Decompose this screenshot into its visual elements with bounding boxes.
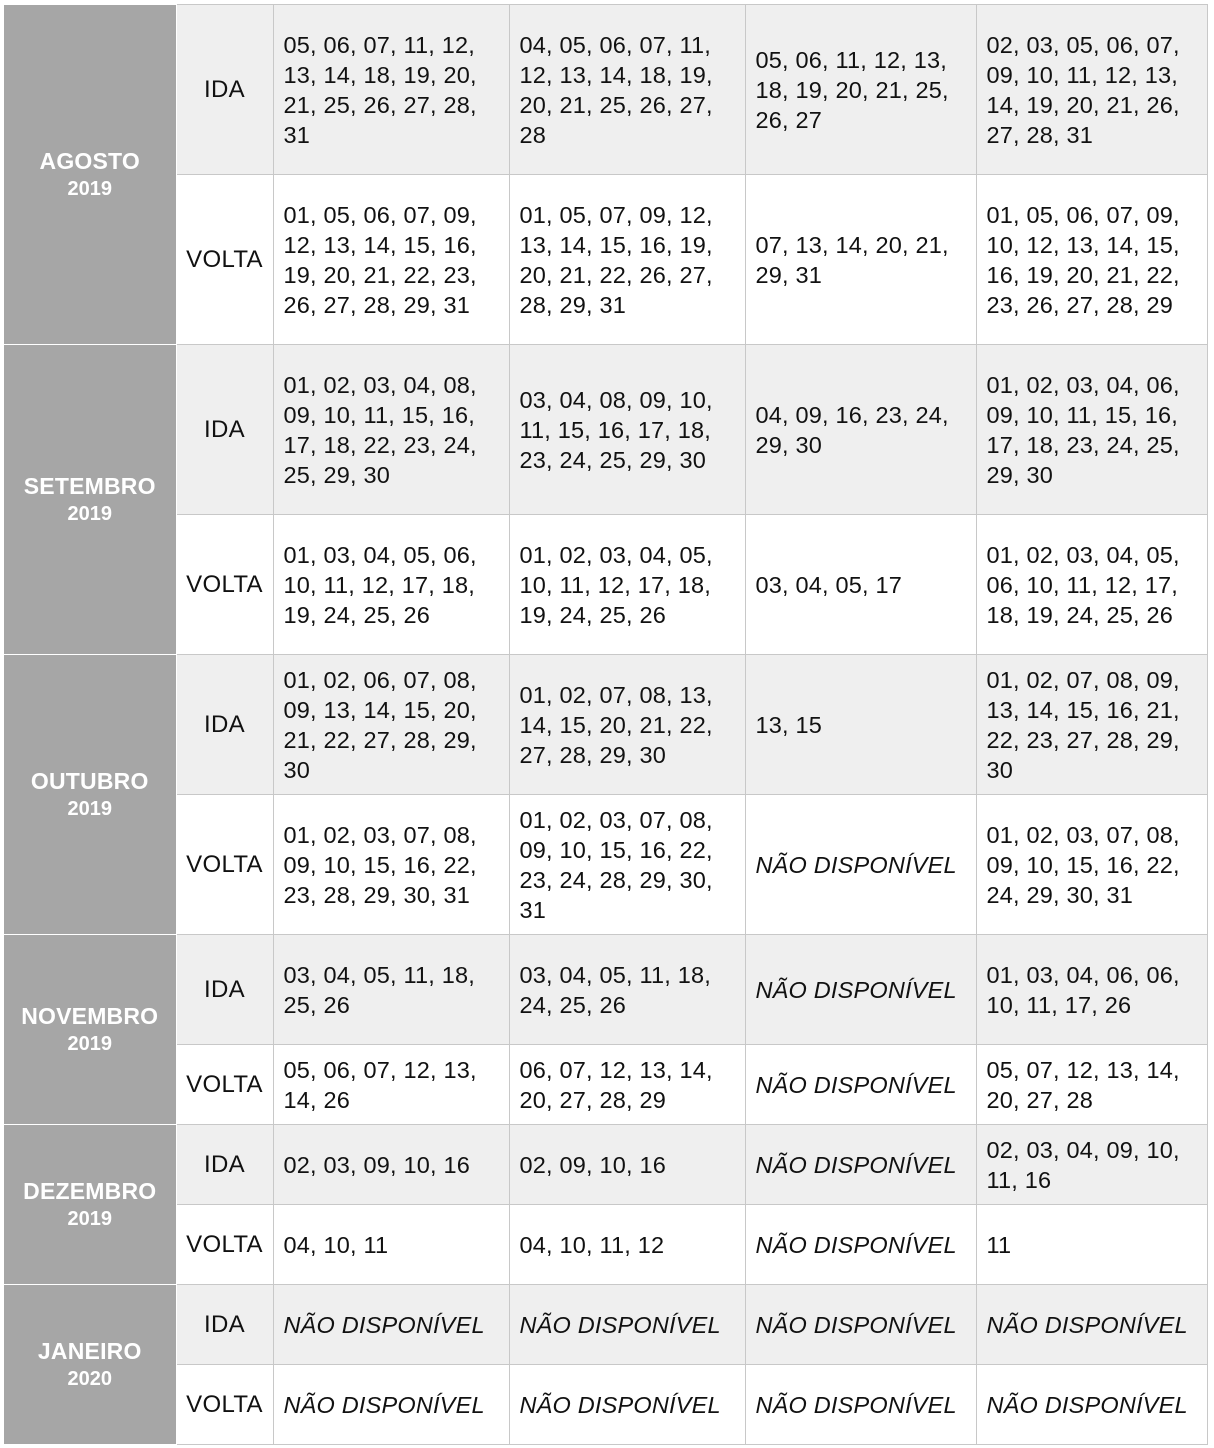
date-list: 01, 05, 06, 07, 09, 10, 12, 13, 14, 15, 16, 19, 20, 21, 22, 23, 26, 27, 28, 29 <box>976 175 1207 345</box>
date-list: 05, 06, 11, 12, 13, 18, 19, 20, 21, 25, 26, 27 <box>745 5 976 175</box>
date-list: 13, 15 <box>745 655 976 795</box>
date-list: NÃO DISPONÍVEL <box>745 1205 976 1285</box>
date-list: 02, 03, 09, 10, 16 <box>273 1125 509 1205</box>
table-row <box>4 1365 1207 1445</box>
table-row <box>4 1285 1207 1365</box>
direction-label: VOLTA <box>176 515 273 655</box>
date-list: 03, 04, 08, 09, 10, 11, 15, 16, 17, 18, 23, 24, 25, 29, 30 <box>509 345 745 515</box>
direction-label: VOLTA <box>176 1045 273 1125</box>
departure-dates-table <box>4 4 1208 1445</box>
table-row <box>4 5 1207 175</box>
direction-label: VOLTA <box>176 795 273 935</box>
table-row <box>4 345 1207 515</box>
date-list: 02, 03, 04, 09, 10, 11, 16 <box>976 1125 1207 1205</box>
date-list: 03, 04, 05, 11, 18, 25, 26 <box>273 935 509 1045</box>
month-cell <box>4 935 176 1125</box>
date-list: 03, 04, 05, 17 <box>745 515 976 655</box>
month-year: 2019 <box>67 177 112 200</box>
month-year: 2019 <box>67 1032 112 1055</box>
month-cell <box>4 1125 176 1285</box>
month-year: 2019 <box>67 797 112 820</box>
table-row <box>4 1045 1207 1125</box>
month-cell <box>4 345 176 655</box>
date-list: 04, 05, 06, 07, 11, 12, 13, 14, 18, 19, 20, 21, 25, 26, 27, 28 <box>509 5 745 175</box>
date-list: NÃO DISPONÍVEL <box>509 1365 745 1445</box>
table-row <box>4 515 1207 655</box>
date-list: 01, 05, 06, 07, 09, 12, 13, 14, 15, 16, 19, 20, 21, 22, 23, 26, 27, 28, 29, 31 <box>273 175 509 345</box>
direction-label: IDA <box>176 655 273 795</box>
direction-label: IDA <box>176 935 273 1045</box>
date-list: 05, 06, 07, 12, 13, 14, 26 <box>273 1045 509 1125</box>
table-row <box>4 795 1207 935</box>
month-name: SETEMBRO <box>23 472 156 499</box>
date-list: 04, 09, 16, 23, 24, 29, 30 <box>745 345 976 515</box>
date-list: 07, 13, 14, 20, 21, 29, 31 <box>745 175 976 345</box>
date-list: 03, 04, 05, 11, 18, 24, 25, 26 <box>509 935 745 1045</box>
month-cell <box>4 655 176 935</box>
date-list: 01, 02, 03, 04, 05, 10, 11, 12, 17, 18, 19, 24, 25, 26 <box>509 515 745 655</box>
month-name: JANEIRO <box>37 1337 142 1364</box>
date-list: 01, 02, 03, 07, 08, 09, 10, 15, 16, 22, 23, 28, 29, 30, 31 <box>273 795 509 935</box>
date-list: 06, 07, 12, 13, 14, 20, 27, 28, 29 <box>509 1045 745 1125</box>
table-row <box>4 655 1207 795</box>
date-list: NÃO DISPONÍVEL <box>509 1285 745 1365</box>
date-list: NÃO DISPONÍVEL <box>273 1365 509 1445</box>
date-list: 02, 03, 05, 06, 07, 09, 10, 11, 12, 13, 14, 19, 20, 21, 26, 27, 28, 31 <box>976 5 1207 175</box>
month-name: DEZEMBRO <box>23 1177 157 1204</box>
month-year: 2020 <box>67 1367 112 1390</box>
date-list: 01, 02, 06, 07, 08, 09, 13, 14, 15, 20, 21, 22, 27, 28, 29, 30 <box>273 655 509 795</box>
date-list: NÃO DISPONÍVEL <box>745 795 976 935</box>
date-list: NÃO DISPONÍVEL <box>745 1045 976 1125</box>
month-year: 2019 <box>67 1207 112 1230</box>
date-list: 01, 02, 03, 04, 08, 09, 10, 11, 15, 16, 17, 18, 22, 23, 24, 25, 29, 30 <box>273 345 509 515</box>
table-row <box>4 1205 1207 1285</box>
month-name: NOVEMBRO <box>21 1002 159 1029</box>
date-list: 01, 05, 07, 09, 12, 13, 14, 15, 16, 19, 20, 21, 22, 26, 27, 28, 29, 31 <box>509 175 745 345</box>
table-row <box>4 175 1207 345</box>
month-cell <box>4 1285 176 1445</box>
month-year: 2019 <box>67 502 112 525</box>
date-list: NÃO DISPONÍVEL <box>273 1285 509 1365</box>
date-list: 05, 06, 07, 11, 12, 13, 14, 18, 19, 20, 21, 25, 26, 27, 28, 31 <box>273 5 509 175</box>
date-list: 04, 10, 11, 12 <box>509 1205 745 1285</box>
date-list: NÃO DISPONÍVEL <box>976 1365 1207 1445</box>
date-list: 01, 02, 03, 04, 06, 09, 10, 11, 15, 16, 17, 18, 23, 24, 25, 29, 30 <box>976 345 1207 515</box>
date-list: NÃO DISPONÍVEL <box>745 1365 976 1445</box>
date-list: 01, 02, 03, 04, 05, 06, 10, 11, 12, 17, 18, 19, 24, 25, 26 <box>976 515 1207 655</box>
direction-label: IDA <box>176 5 273 175</box>
date-list: 02, 09, 10, 16 <box>509 1125 745 1205</box>
date-list: 01, 02, 03, 07, 08, 09, 10, 15, 16, 22, 23, 24, 28, 29, 30, 31 <box>509 795 745 935</box>
date-list: NÃO DISPONÍVEL <box>745 1125 976 1205</box>
date-list: 01, 03, 04, 06, 06, 10, 11, 17, 26 <box>976 935 1207 1045</box>
month-name: AGOSTO <box>39 147 140 174</box>
date-list: 04, 10, 11 <box>273 1205 509 1285</box>
table-row <box>4 935 1207 1045</box>
direction-label: VOLTA <box>176 1365 273 1445</box>
date-list: 11 <box>976 1205 1207 1285</box>
month-name: OUTUBRO <box>30 767 149 794</box>
month-cell <box>4 5 176 345</box>
date-list: NÃO DISPONÍVEL <box>745 1285 976 1365</box>
direction-label: IDA <box>176 345 273 515</box>
direction-label: VOLTA <box>176 1205 273 1285</box>
direction-label: VOLTA <box>176 175 273 345</box>
date-list: 01, 02, 03, 07, 08, 09, 10, 15, 16, 22, 24, 29, 30, 31 <box>976 795 1207 935</box>
date-list: 01, 03, 04, 05, 06, 10, 11, 12, 17, 18, 19, 24, 25, 26 <box>273 515 509 655</box>
date-list: 01, 02, 07, 08, 09, 13, 14, 15, 16, 21, 22, 23, 27, 28, 29, 30 <box>976 655 1207 795</box>
date-list: NÃO DISPONÍVEL <box>745 935 976 1045</box>
direction-label: IDA <box>176 1285 273 1365</box>
direction-label: IDA <box>176 1125 273 1205</box>
table-row <box>4 1125 1207 1205</box>
date-list: NÃO DISPONÍVEL <box>976 1285 1207 1365</box>
date-list: 01, 02, 07, 08, 13, 14, 15, 20, 21, 22, 27, 28, 29, 30 <box>509 655 745 795</box>
date-list: 05, 07, 12, 13, 14, 20, 27, 28 <box>976 1045 1207 1125</box>
